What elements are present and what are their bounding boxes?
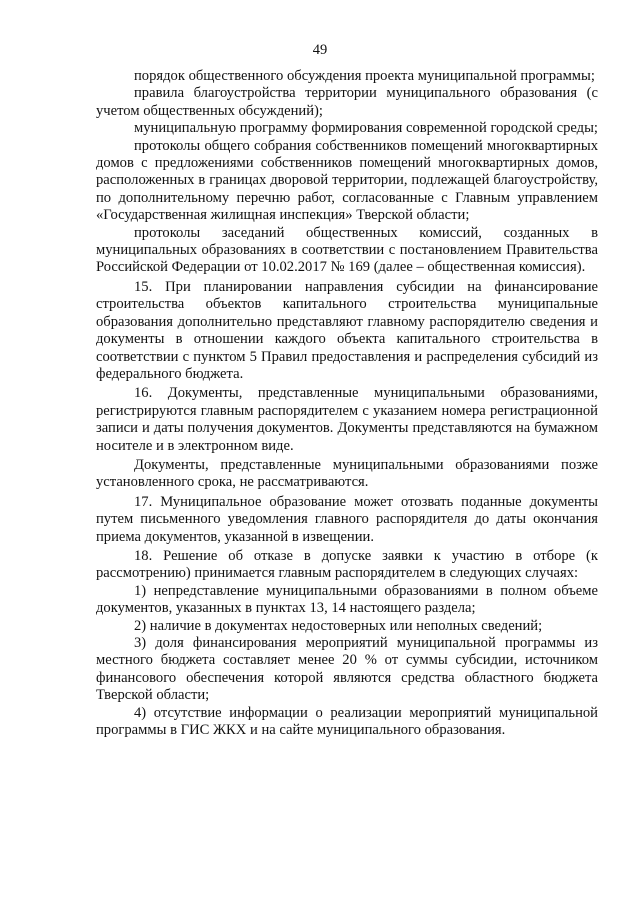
- paragraph-item-17: 17. Муниципальное образование может отозвать поданные документы путем письменного уведомления главного распорядителя до даты окончания приема документов, указанной в извещении.: [96, 493, 598, 545]
- paragraph: протоколы общего собрания собственников помещений многоквартирных домов с предложениями собственников помещений многоквартирных домов, расположенных в границах дворовой территории, подлежащей благоустройству, по дополнительному перечню работ, согласованные с Главным управлением «Государственная жилищная инспекция» Тверской области;: [96, 137, 598, 224]
- paragraph: правила благоустройства территории муниципального образования (с учетом общественных обсуждений);: [96, 85, 598, 119]
- list-item: 4) отсутствие информации о реализации мероприятий муниципальной программы в ГИС ЖКХ и на сайте муниципального образования.: [96, 704, 598, 739]
- paragraph-item-15: 15. При планировании направления субсидии на финансирование строительства объектов капитального строительства муниципальные образования дополнительно представляют главному распорядителю сведения и документы в отношении каждого объекта капитального строительства в соответствии с пунктом 5 Правил предоставления и распределения субсидий из федерального бюджета.: [96, 278, 598, 382]
- paragraph: протоколы заседаний общественных комиссий, созданных в муниципальных образованиях в соответствии с постановлением Правительства Российской Федерации от 10.02.2017 № 169 (далее – общественная комиссия).: [96, 224, 598, 276]
- paragraph-item-18: 18. Решение об отказе в допуске заявки к участию в отборе (к рассмотрению) принимается главным распорядителем в следующих случаях:: [96, 547, 598, 582]
- list-item: 3) доля финансирования мероприятий муниципальной программы из местного бюджета составляет менее 20 % от суммы субсидии, источником финансового обеспечения которой являются средства областного бюджета Тверской области;: [96, 635, 598, 704]
- paragraph: Документы, представленные муниципальными образованиями позже установленного срока, не рассматриваются.: [96, 456, 598, 491]
- paragraph-item-16: 16. Документы, представленные муниципальными образованиями, регистрируются главным распорядителем с указанием номера регистрационной записи и даты получения документов. Документы представляются на бумажном носителе и в электронном виде.: [96, 385, 598, 454]
- paragraph: муниципальную программу формирования современной городской среды;: [134, 120, 598, 137]
- list-item: 1) непредставление муниципальными образованиями в полном объеме документов, указанных в пунктах 13, 14 настоящего раздела;: [96, 582, 598, 617]
- paragraph: порядок общественного обсуждения проекта муниципальной программы;: [134, 68, 595, 84]
- document-body: [96, 68, 598, 739]
- page-number: 49: [312, 42, 328, 58]
- list-item: 2) наличие в документах недостоверных или неполных сведений;: [134, 617, 543, 634]
